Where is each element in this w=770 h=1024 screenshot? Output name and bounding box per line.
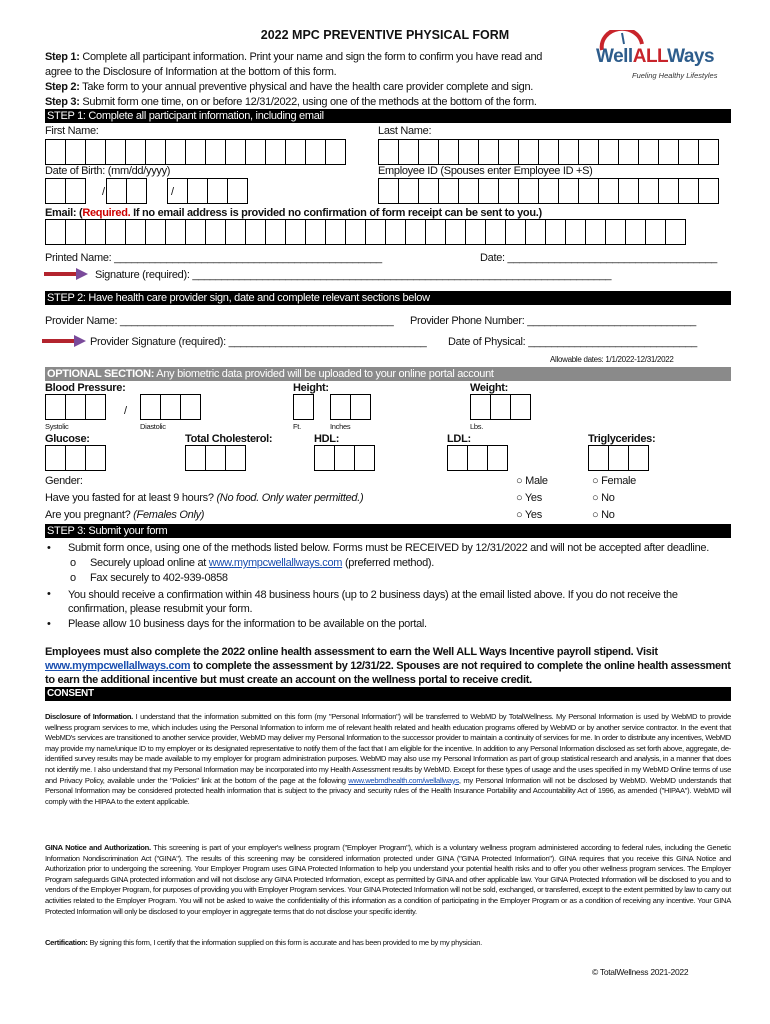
hdl-boxes[interactable] bbox=[314, 445, 374, 471]
gender-label: Gender: bbox=[45, 475, 83, 487]
glucose-label: Glucose: bbox=[45, 433, 90, 445]
step1-bar: STEP 1: Complete all participant information, including email bbox=[45, 109, 731, 123]
fasted-question: Have you fasted for at least 9 hours? (No food. Only water permitted.) bbox=[45, 492, 364, 504]
dob-label: Date of Birth: (mm/dd/yyyy) bbox=[45, 165, 171, 177]
notice-portal-link[interactable]: www.mympcwellallways.com bbox=[45, 660, 191, 672]
ldl-label: LDL: bbox=[447, 433, 471, 445]
allowable-dates: Allowable dates: 1/1/2022-12/31/2022 bbox=[550, 355, 674, 364]
glucose-boxes[interactable] bbox=[45, 445, 105, 471]
last-name-label: Last Name: bbox=[378, 125, 432, 137]
gender-female-radio[interactable]: ○ Female bbox=[592, 475, 636, 487]
step3-bullet-2: You should receive a confirmation within 48 business hours (up to 2 business days) at the email listed above. If you do not receive the confirmation, please resubmit your form. bbox=[68, 589, 678, 615]
optional-bar: OPTIONAL SECTION: Any biometric data provided will be uploaded to your online portal account bbox=[45, 367, 731, 381]
diastolic-boxes[interactable] bbox=[140, 394, 200, 420]
intro-step-2: Step 2: Take form to your annual preventive physical and have the health care provider complete and sign. bbox=[45, 81, 534, 93]
ft-label: Ft. bbox=[293, 422, 301, 431]
systolic-boxes[interactable] bbox=[45, 394, 105, 420]
employee-id-label: Employee ID (Spouses enter Employee ID +S) bbox=[378, 165, 593, 177]
intro-step-3: Step 3: Submit form one time, on or before 12/31/2022, using one of the methods at the bottom of the form. bbox=[45, 96, 537, 108]
arrow-right-icon bbox=[42, 335, 86, 347]
step3-bullet-3: Please allow 10 business days for the information to be available on the portal. bbox=[68, 618, 427, 630]
step3-bar: STEP 3: Submit your form bbox=[45, 524, 731, 538]
dob-boxes[interactable] bbox=[45, 178, 247, 204]
inches-label: Inches bbox=[330, 422, 351, 431]
consent-bar: CONSENT bbox=[45, 687, 731, 701]
arrow-right-icon bbox=[44, 268, 88, 280]
bullet-2-dot: • bbox=[47, 588, 51, 600]
disclosure-paragraph: Disclosure of Information. I understand that the information submitted on this form (my "Personal Information") will be transferred to WebMD by TotalWellness. My Personal Information is used by WebMD to provide wellness program services to me, which includes using the Personal Information to inform me of relevant health related and health education programs offered by WebMD or by another service contractor. In the event that WebMD's services are transitioned to another service provider, WebMD may deliver my Personal Information to the successor provider to maintain a continuity of services for me. In order to distribute any incentives, WebMD may provide my name/unique ID to my employer or its designated representative to notify them of the fact that I am eligible for the incentive. In addition to any Personal Information disclosed as set forth above, aggregate, de-identified survey results may be made available to my employer for program administration purposes. WebMD may also use my Personal Information as part of group statistical research and analysis, in a manner that does not identify me. I also understand that my Personal Information may be incorporated into my Health Assessment results by WebMD. Except for these types of usage and the uses specified in my WebMD Online terms of use and Privacy Policy, available under the "Policies" link at the bottom of the page at the following www.webmdhealth.com/wellallways, my Personal Information will not be disclosed by WebMD. WebMD understands that Personal Information may be considered protected health information that is subject to the privacy and security rules of the Health Insurance Portability and Accountability Act of 1996, as amended ("HIPAA"). WebMD will comply with the HIPAA to the extent applicable. bbox=[45, 712, 731, 806]
sub-bullet-1: o bbox=[70, 557, 77, 569]
weight-boxes[interactable] bbox=[470, 394, 530, 420]
first-name-boxes[interactable] bbox=[45, 139, 345, 165]
certification-paragraph: Certification: By signing this form, I certify that the information supplied on this form is accurate and has been provided to me by my physician. bbox=[45, 938, 482, 947]
date-field[interactable]: Date: ____________________________________ bbox=[480, 252, 717, 264]
webmd-link[interactable]: www.webmdhealth.com/wellallways bbox=[348, 775, 459, 785]
provider-name-field[interactable]: Provider Name: _______________________________________________ bbox=[45, 315, 394, 327]
step3-sub-bullet-upload: Securely upload online at www.mympcwellallways.com (preferred method). bbox=[90, 557, 435, 569]
last-name-boxes[interactable] bbox=[378, 139, 718, 165]
height-label: Height: bbox=[293, 382, 329, 394]
lbs-label: Lbs. bbox=[470, 422, 483, 431]
printed-name-field[interactable]: Printed Name: ______________________________________________ bbox=[45, 252, 382, 264]
pregnant-question: Are you pregnant? (Females Only) bbox=[45, 509, 205, 521]
first-name-label: First Name: bbox=[45, 125, 99, 137]
intro-step-1: Step 1: Complete all participant information. Print your name and sign the form to confirm you have read and agree to the Disclosure of Information at the bottom of this form. bbox=[45, 51, 543, 78]
incentive-notice: Employees must also complete the 2022 online health assessment to earn the Well ALL Ways Incentive payroll stipend. Visit www.mympcwellallways.com to complete the assessment by 12/31/22. Spouses are not required to complete the online health assessment to earn the additional incentive but must create an account on the wellness portal to receive credit. bbox=[45, 646, 731, 686]
gina-paragraph: GINA Notice and Authorization. This screening is part of your employer's wellness program ("Employer Program"), which is a voluntary wellness program administered according to federal rules, including the Genetic Information Nondiscrimination Act ("GINA"). The results of this screening may be considered information protected under GINA ("GINA Protected Information"). GINA requires that you receive this GINA Notice and Authorization prior to undergoing the screening. Your Employer Program uses GINA Protected Information to help you understand your potential health risks and to offer you other wellness program services. The Employer Program safeguards GINA protected information and will not disclose any GINA Protected Information, except as permitted by GINA and other applicable law. Your GINA Protected Information will be disclosed to you and to vendors of the Employer Program, for purposes of providing you with Employer Program services. Your GINA Protected Information will not be sold, exchanged, or transferred, except to the extent permitted by law to carry out activities related to the Employer Program. You will not be asked to waive the confidentiality of this information as a condition of participating in the Employer Program or as a condition of receiving any incentive. Your GINA Protected Information will only be disclosed to your employer in aggregate terms that do not disclose your specific identity. bbox=[45, 843, 732, 916]
employee-id-boxes[interactable] bbox=[378, 178, 718, 204]
total-cholesterol-label: Total Cholesterol: bbox=[185, 433, 273, 445]
sub-bullet-2: o bbox=[70, 572, 77, 584]
provider-signature-field[interactable]: Provider Signature (required): __________________________________ bbox=[90, 336, 427, 348]
steps-intro bbox=[45, 50, 565, 110]
date-of-physical-field[interactable]: Date of Physical: _____________________________ bbox=[448, 336, 697, 348]
dob-slash-1: / bbox=[102, 186, 106, 198]
step3-bullet-1: Submit form once, using one of the methods listed below. Forms must be RECEIVED by 12/31/2022 and will not be accepted after deadline. bbox=[68, 542, 709, 554]
signature-field[interactable]: Signature (required): ________________________________________________________________________ bbox=[95, 269, 612, 281]
systolic-label: Systolic bbox=[45, 422, 69, 431]
wellallways-logo: WellALLWays Fueling Healthy Lifestyles bbox=[596, 30, 726, 90]
cholesterol-boxes[interactable] bbox=[185, 445, 245, 471]
triglycerides-boxes[interactable] bbox=[588, 445, 648, 471]
weight-label: Weight: bbox=[470, 382, 509, 394]
ldl-boxes[interactable] bbox=[447, 445, 507, 471]
provider-phone-field[interactable]: Provider Phone Number: _____________________________ bbox=[410, 315, 696, 327]
email-boxes[interactable] bbox=[45, 219, 685, 245]
hdl-label: HDL: bbox=[314, 433, 340, 445]
height-inches-boxes[interactable] bbox=[330, 394, 370, 420]
pregnant-no-radio[interactable]: ○ No bbox=[592, 509, 615, 521]
portal-link[interactable]: www.mympcwellallways.com bbox=[208, 557, 343, 569]
bullet-3-dot: • bbox=[47, 618, 51, 630]
footer-copyright: © TotalWellness 2021-2022 bbox=[592, 967, 689, 977]
step2-bar: STEP 2: Have health care provider sign, date and complete relevant sections below bbox=[45, 291, 731, 305]
blood-pressure-label: Blood Pressure: bbox=[45, 382, 126, 394]
bullet-1-dot: • bbox=[47, 542, 51, 554]
gender-male-radio[interactable]: ○ Male bbox=[516, 475, 548, 487]
height-ft-box[interactable] bbox=[293, 394, 313, 420]
email-label: Email: (Required. If no email address is provided no confirmation of form receipt can be sent to you.) bbox=[45, 207, 542, 219]
fasted-yes-radio[interactable]: ○ Yes bbox=[516, 492, 542, 504]
fasted-no-radio[interactable]: ○ No bbox=[592, 492, 615, 504]
triglycerides-label: Triglycerides: bbox=[588, 433, 656, 445]
step3-sub-bullet-fax: Fax securely to 402-939-0858 bbox=[90, 572, 228, 584]
bp-slash: / bbox=[124, 405, 128, 417]
dob-slash-2: / bbox=[171, 186, 175, 198]
form-title: 2022 MPC PREVENTIVE PHYSICAL FORM bbox=[260, 28, 510, 42]
pregnant-yes-radio[interactable]: ○ Yes bbox=[516, 509, 542, 521]
diastolic-label: Diastolic bbox=[140, 422, 166, 431]
